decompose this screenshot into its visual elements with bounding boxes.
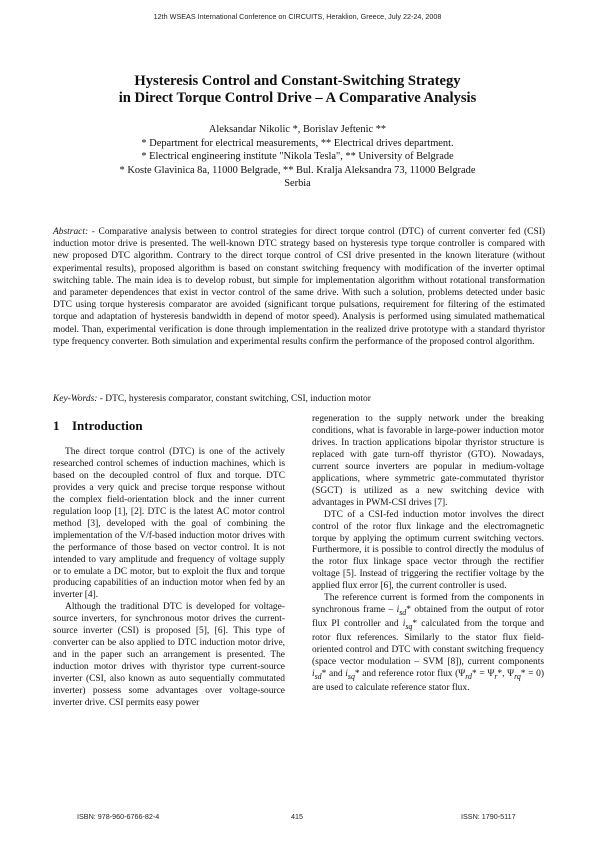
paragraph: The direct torque control (DTC) is one of the actively researched control schemes of induction machines, which is based on the decoupled control of flux and torque. DTC provides a very quick and precise torque response without the complex field-orientation block and the inner current regulation loop [1], [2]. DTC is the latest AC motor control method [3], developed with the goal of combining the implementation of the V/f-based induction motor drives with the performance of those based on vector control. It is not intended to vary amplitude and frequency of voltage supply or to emulate a DC motor, but to exploit the flux and torque producing capabilities of an induction motor when fed by an inverter [4]. [53, 447, 285, 601]
var-isq-sub: sq [347, 671, 355, 681]
paragraph: Although the traditional DTC is developed for voltage-source inverters, for synchronous motor drives the current-source inverter (CSI) is proposed [5], [6]. This type of converter can be also applied to DTC induction motor drive, and in the paper such an arrangement is presented. The induction motor drives with thyristor type current-source inverter (CSI, also known as auto sequentially commutated inverter) possess some advantages over voltage-source inverter drive. CSI permits easy power [53, 602, 285, 709]
text-run: * obtained from the output of rotor flux PI controller and [312, 605, 544, 630]
footer-page-number: 415 [291, 812, 303, 821]
section-number: 1 [53, 418, 60, 433]
var-isq: i [345, 668, 348, 679]
abstract-label: Abstract: [53, 227, 89, 237]
right-column [312, 414, 544, 695]
text-run: * calculated from the torque and rotor flux references. Similarly to the stator flux field-oriented control and DTC with constant switching frequency (space vector modulation – SVM [8]), current components [312, 619, 545, 667]
title-line-1: Hysteresis Control and Constant-Switching Strategy [134, 73, 461, 89]
psi-sub: r [494, 671, 498, 681]
paragraph: regeneration to the supply network under the breaking conditions, what is favorable in large-power induction motor drives. In traction applications bipolar thyristor structure is replaced with gate turn-off thyristor (GTO). Nowadays, current source inverters are popular in medium-voltage applications, where symmetric gate-commutated thyristor (SGCT) is utilized as a new switching device with advantages in PWM-CSI drives [7]. [312, 414, 544, 508]
var-isd: i [312, 668, 315, 679]
footer-isbn: ISBN: 978-960-6766-82-4 [77, 812, 160, 821]
text-run: *, Ψ [497, 668, 515, 679]
psi-sub: rq [514, 671, 521, 681]
abstract [53, 226, 545, 348]
text-run: The reference current is formed from the components in synchronous frame – [312, 593, 544, 616]
text-run: * = 0) are used to calculate reference stator flux. [312, 668, 544, 693]
affiliation-line-1: * Department for electrical measurements, ** Electrical drives department. [141, 137, 454, 149]
footer-issn: ISSN: 1790-5117 [461, 812, 516, 821]
var-isd-sub: sd [314, 671, 322, 681]
running-header: 12th WSEAS International Conference on CIRCUITS, Heraklion, Greece, July 22-24, 2008 [153, 12, 442, 21]
psi-sub: rd [465, 671, 472, 681]
section-title: Introduction [72, 418, 143, 433]
paragraph [312, 593, 544, 694]
author-block [40, 123, 555, 191]
title-line-2: in Direct Torque Control Drive – A Comparative Analysis [118, 90, 477, 106]
paragraph: DTC of a CSI-fed induction motor involves the direct control of the rotor flux linkage and the electromagnetic torque by applying the optimum current switching vectors. Furthermore, it is possible to control directly the modulus of the rotor flux linkage space vector through the rectifier voltage [5]. Instead of triggering the rectifier voltage by the applied flux error [6], the current controller is used. [312, 509, 544, 592]
affiliation-line-4: Serbia [284, 178, 311, 189]
affiliation-line-2: * Electrical engineering institute "Nikola Tesla", ** University of Belgrade [141, 151, 454, 162]
var-isq: i [402, 619, 406, 630]
keywords-label: Key-Words: [53, 394, 98, 404]
section-heading [53, 418, 143, 434]
text-run: * and reference rotor flux (Ψ [354, 668, 466, 679]
keywords [53, 393, 545, 405]
paper-title [40, 73, 555, 107]
author-names: Aleksandar Nikolic *, Borislav Jeftenic ** [208, 124, 387, 135]
keywords-text: - DTC, hysteresis comparator, constant switching, CSI, induction motor [97, 394, 371, 404]
text-run: * = Ψ [471, 668, 495, 679]
left-column [53, 447, 285, 710]
text-run: * and [321, 668, 346, 679]
var-isd-sub: sd [399, 608, 407, 618]
affiliation-line-3: * Koste Glavinica 8a, 11000 Belgrade, ** Bul. Kralja Aleksandra 73, 11000 Belgrade [119, 164, 476, 176]
var-isq-sub: sq [405, 621, 413, 631]
var-isd: i [396, 605, 400, 616]
abstract-text: - Comparative analysis between to control strategies for direct torque control (DTC) of current converter fed (CSI) induction motor drive is presented. The well-known DTC strategy based on hysteresis type torque controller is compared with new proposed DTC algorithm. Contrary to the direct torque control of CSI drive presented in the known literature (without experimental results), proposed algorithm is based on constant switching frequency with modification of the inverter optimal switching table. The main idea is to develop robust, but simple for implementation algorithm without rotational transformation and parameter dependences that exist in vector control of the same drive. With such a solution, problems detected under basic DTC using torque hysteresis comparator are avoided (significant torque pulsations, requirement for filtering of the estimated torque and adaptation of hysteresis bandwidth in depend of motor speed). Analysis is performed using simulated mathematical model. Than, experimental verification is done through implementation in the realized drive prototype with a standard thyristor type frequency converter. Both simulation and experimental results confirm the performance of the proposed control algorithm. [53, 227, 545, 347]
